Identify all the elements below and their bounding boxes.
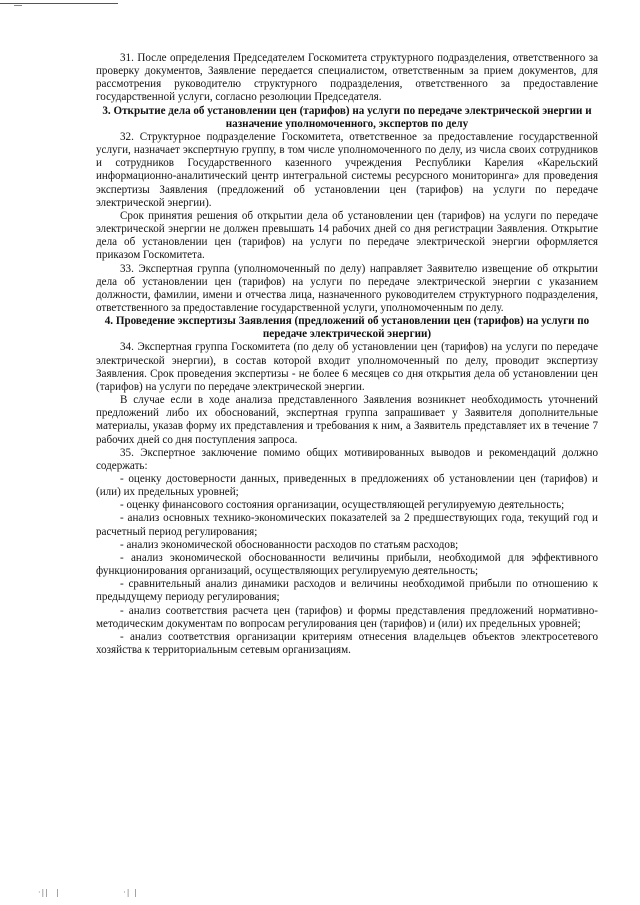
paragraph-32: 32. Структурное подразделение Госкомитета, ответственное за предоставление государственной услуги, назначает экспертную группу, в том числе уполномоченного по делу, из числа своих сотрудников и сотрудников Государственного казенного учреждения Республики Карелия «Карельский информационно-аналитический центр интегральной системы ресурсного мониторинга» для проведения экспертизы Заявления (предложений об установлении цен (тарифов) на услуги по передаче электрической энергии). — [96, 130, 598, 209]
scan-top-mark — [14, 5, 22, 6]
paragraph-34: 34. Экспертная группа Госкомитета (по делу об установлении цен (тарифов) на услуги по передаче электрической энергии), в состав которой входит уполномоченный по делу, проводит экспертизу Заявления. Срок проведения экспертизы - не более 6 месяцев со дня открытия дела об установлении цен (тарифов) на услуги по передаче электрической энергии. — [96, 341, 598, 393]
list-item: - анализ соответствия организации критериям отнесения владельцев объектов электросетевого хозяйства к территориальным сетевым организациям. — [96, 630, 598, 657]
section-heading-4: 4. Проведение экспертизы Заявления (предложений об установлении цен (тарифов) на услуги по передаче электрической энергии) — [104, 315, 590, 341]
list-item: - оценку финансового состояния организации, осуществляющей регулируемую деятельность; — [120, 499, 565, 512]
list-item: - анализ соответствия расчета цен (тарифов) и формы представления предложений нормативно-методическим документам по вопросам регулирования цен (тарифов) и (или) их предельных уровней; — [96, 604, 598, 630]
document-page — [96, 52, 598, 657]
list-item: - анализ основных технико-экономических показателей за 2 предшествующих года, текущий год и расчетный период регулирования; — [96, 512, 598, 538]
paragraph-33: 33. Экспертная группа (уполномоченный по делу) направляет Заявителю извещение об открытии дела об установлении цен (тарифов) на услуги по передаче электрической энергии с указанием должности, фамилии, имени и отчества лица, назначенного руководителем структурного подразделения, ответственного за предоставление государственной услуги, уполномоченным по делу. — [96, 262, 598, 314]
list-item: - анализ экономической обоснованности величины прибыли, необходимой для эффективного функционирования организаций, осуществляющих регулируемую деятельность; — [96, 551, 598, 578]
scan-footer-artifacts — [38, 888, 198, 897]
scan-artifact-right: ·| | — [123, 888, 138, 897]
section-heading-3: 3. Открытие дела об установлении цен (тарифов) на услуги по передаче электрической энергии и назначение уполномоченного, экспертов по делу — [102, 104, 592, 130]
list-item: - анализ экономической обоснованности расходов по статьям расходов; — [120, 538, 459, 551]
paragraph-35: 35. Экспертное заключение помимо общих мотивированных выводов и рекомендаций должно содержать: — [96, 446, 598, 472]
scan-artifact-left: ·|| | — [38, 888, 60, 897]
paragraph-34-clarifications: В случае если в ходе анализа представленного Заявления возникнет необходимость уточнений предложений либо их обоснований, экспертная группа запрашивает у Заявителя дополнительные материалы, указав форму их представления и требования к ним, а Заявитель представляет их в течение 7 рабочих дней со дня поступления запроса. — [96, 394, 598, 446]
paragraph-31: 31. После определения Председателем Госкомитета структурного подразделения, ответственного за проверку документов, Заявление передается специалистом, ответственным за прием документов, для рассмотрения руководителю структурного подразделения, ответственного за предоставление государственной услуги, согласно резолюции Председателя. — [96, 52, 598, 104]
paragraph-32-deadline: Срок принятия решения об открытии дела об установлении цен (тарифов) на услуги по передаче электрической энергии не должен превышать 14 рабочих дней со дня регистрации Заявления. Открытие дела об установлении цен (тарифов) на услуги по передаче электрической энергии оформляется приказом Госкомитета. — [96, 209, 598, 262]
list-item: - сравнительный анализ динамики расходов и величины необходимой прибыли по отношению к предыдущему периоду регулирования; — [96, 578, 598, 604]
list-item: - оценку достоверности данных, приведенных в предложениях об установлении цен (тарифов) и (или) их предельных уровней; — [96, 473, 598, 499]
scan-top-edge-line — [0, 3, 118, 4]
